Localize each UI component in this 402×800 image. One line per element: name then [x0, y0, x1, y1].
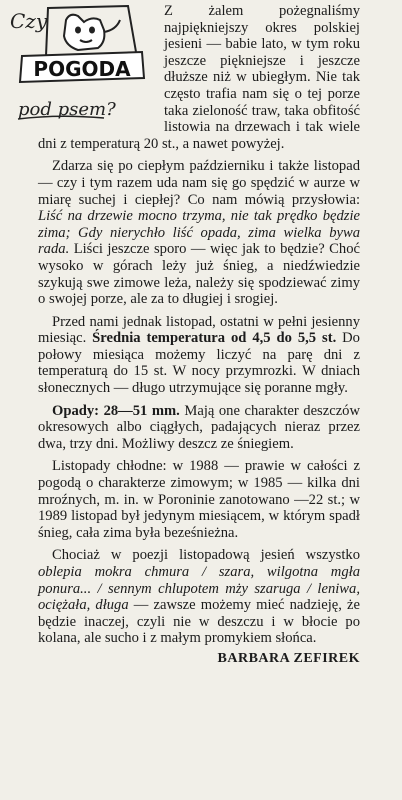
paragraph-4	[38, 403, 360, 453]
paragraph-3-text-b: Do połowy miesiąca możemy liczyć na parę dni z temperaturą do 15 st. W nocy przymrozki. W dniach słonecznych — długo utrzymujące się poranne mgły.	[38, 330, 360, 397]
paragraph-6-text-a: Chociaż w poezji listopadową jesień wszystko	[52, 547, 360, 564]
paragraph-6-text-b: — zawsze możemy mieć nadzieję, że będzie inaczej, czyli nie w deszczu i w błocie po kolana, ale sucho i z małym promykiem słońca.	[38, 597, 360, 647]
article-column	[38, 3, 360, 674]
paragraph-4-text: Mają one charakter deszczów okresowych albo ciągłych, padających nieraz przez dwa, trzy dni. Możliwy deszcz ze śniegiem.	[38, 402, 361, 452]
paragraph-2-text-b: Liści jeszcze sporo — więc jak to będzie? Choć wysoko w górach leży już śnieg, a niedźwiedzie szykują swe zimowe leża, należy się spodziewać zimy o swojej porze, ale za to długiej i srogiej.	[38, 241, 360, 308]
logo-text-czy: Czy	[10, 9, 48, 33]
paragraph-1: Z żalem pożegnaliśmy najpiękniejszy okres polskiej jesieni — babie lato, w tym roku jeszcze piękniejsze i jeszcze dłuższe niż w ubiegłym. Nie tak często trafia nam się o tej porze taka zieloność traw, taka obfitość listowia na drzewach i tak wiele dni z temperaturą 20 st., a nawet powyżej.	[38, 3, 360, 152]
paragraph-2	[38, 158, 360, 307]
precipitation-heading: Opady: 28—51 mm.	[52, 402, 180, 419]
paragraph-3	[38, 314, 360, 397]
paragraph-6	[38, 547, 360, 647]
paragraph-2-text-a: Zdarza się po ciepłym październiku i także listopad — czy i tym razem uda nam się go spędzić w aurze w miarę suchej i ciepłej? Co nam mówią przysłowia:	[38, 158, 360, 208]
logo-float-space	[38, 3, 164, 131]
average-temperature: Średnia temperatura od 4,5 do 5,5 st.	[92, 330, 337, 347]
paragraph-6-poem-quote: oblepia mokra chmura / szara, wilgotna mgła ponura... / sennym chlupotem mży szaruga / leniwa, ociężała, długa	[38, 564, 360, 614]
logo-text-pod-psem: pod psem?	[18, 99, 116, 120]
paragraph-5: Listopady chłodne: w 1988 — prawie w całości z pogodą o charakterze zimowym; w 1985 — kilka dni mroźnych, m. in. w Poroninie zanotowano —22 st.; w 1989 listopad był jedynym miesiącem, w którym spadł śnieg, cała zima była beześnieżna.	[38, 458, 360, 541]
paragraph-2-proverb: Liść na drzewie mocno trzyma, nie tak prędko będzie zima; Gdy nierychło liść opada, zima wielka bywa rada.	[38, 208, 360, 258]
logo-text-pogoda: POGODA	[33, 57, 131, 81]
paragraph-3-text-a: Przed nami jednak listopad, ostatni w pełni jesienny miesiąc.	[38, 313, 360, 347]
author-signature: BARBARA ZEFIREK	[217, 650, 360, 666]
